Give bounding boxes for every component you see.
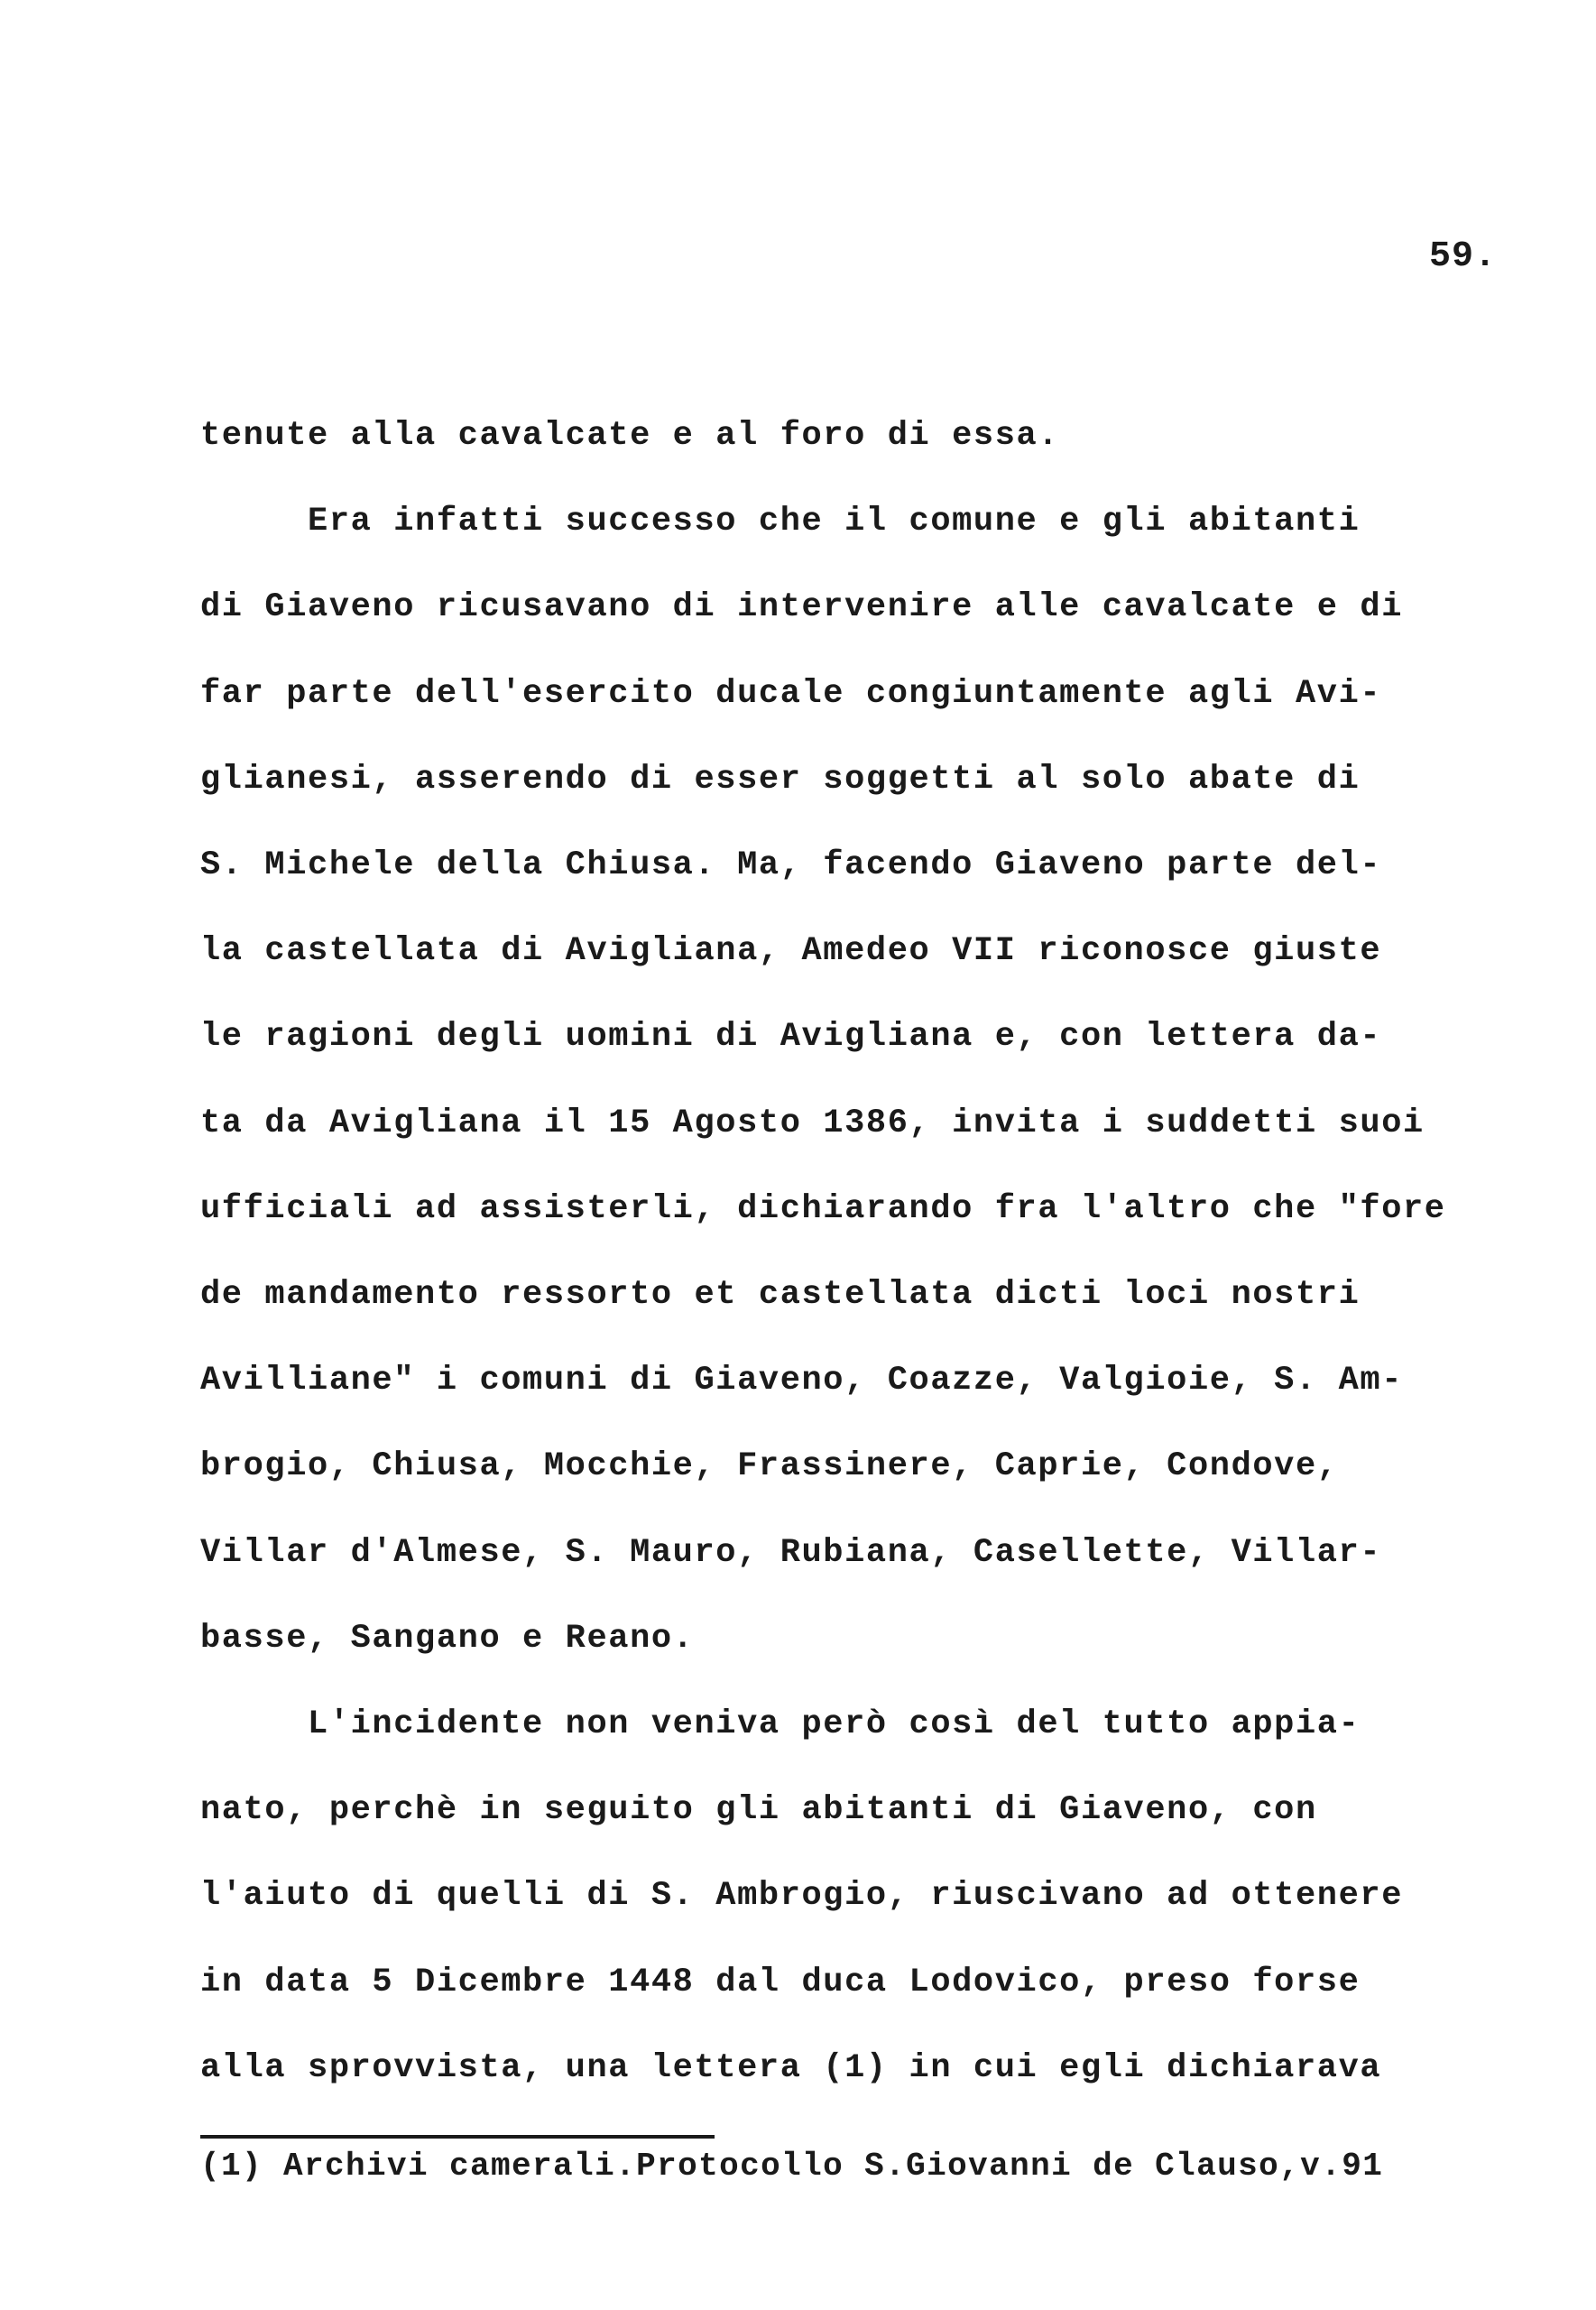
page-number: 59. bbox=[1428, 236, 1497, 277]
text-line: L'incidente non veniva però così del tutto appia- bbox=[200, 1705, 1361, 1743]
text-line: Era infatti successo che il comune e gli abitanti bbox=[200, 503, 1361, 541]
text-line: brogio, Chiusa, Mocchie, Frassinere, Caprie, Condove, bbox=[200, 1447, 1339, 1486]
text-line: Avilliane" i comuni di Giaveno, Coazze, Valgioie, S. Am- bbox=[200, 1362, 1404, 1400]
text-line: S. Michele della Chiusa. Ma, facendo Giaveno parte del- bbox=[200, 846, 1382, 884]
text-line: alla sprovvista, una lettera (1) in cui egli dichiarava bbox=[200, 2048, 1382, 2087]
text-line: far parte dell'esercito ducale congiuntamente agli Avi- bbox=[200, 674, 1382, 713]
text-line: la castellata di Avigliana, Amedeo VII riconosce giuste bbox=[200, 932, 1382, 971]
text-line: di Giaveno ricusavano di intervenire alle cavalcate e di bbox=[200, 588, 1404, 627]
text-line: l'aiuto di quelli di S. Ambrogio, riuscivano ad ottenere bbox=[200, 1877, 1404, 1916]
text-line: tenute alla cavalcate e al foro di essa. bbox=[200, 417, 1060, 455]
text-line: ta da Avigliana il 15 Agosto 1386, invita i suddetti suoi bbox=[200, 1104, 1425, 1142]
text-line: de mandamento ressorto et castellata dicti loci nostri bbox=[200, 1276, 1361, 1314]
text-line: basse, Sangano e Reano. bbox=[200, 1619, 695, 1658]
text-line: le ragioni degli uomini di Avigliana e, con lettera da- bbox=[200, 1018, 1382, 1057]
text-line: glianesi, asserendo di esser soggetti al solo abate di bbox=[200, 760, 1361, 799]
text-line: Villar d'Almese, S. Mauro, Rubiana, Casellette, Villar- bbox=[200, 1533, 1382, 1572]
footnote: (1) Archivi camerali.Protocollo S.Giovanni de Clauso,v.91 bbox=[200, 2148, 1384, 2185]
text-line: nato, perchè in seguito gli abitanti di Giaveno, con bbox=[200, 1791, 1317, 1830]
footnote-divider bbox=[200, 2135, 715, 2139]
text-line: ufficiali ad assisterli, dichiarando fra l'altro che "fore bbox=[200, 1189, 1446, 1228]
text-line: in data 5 Dicembre 1448 dal duca Lodovico, preso forse bbox=[200, 1963, 1361, 2001]
